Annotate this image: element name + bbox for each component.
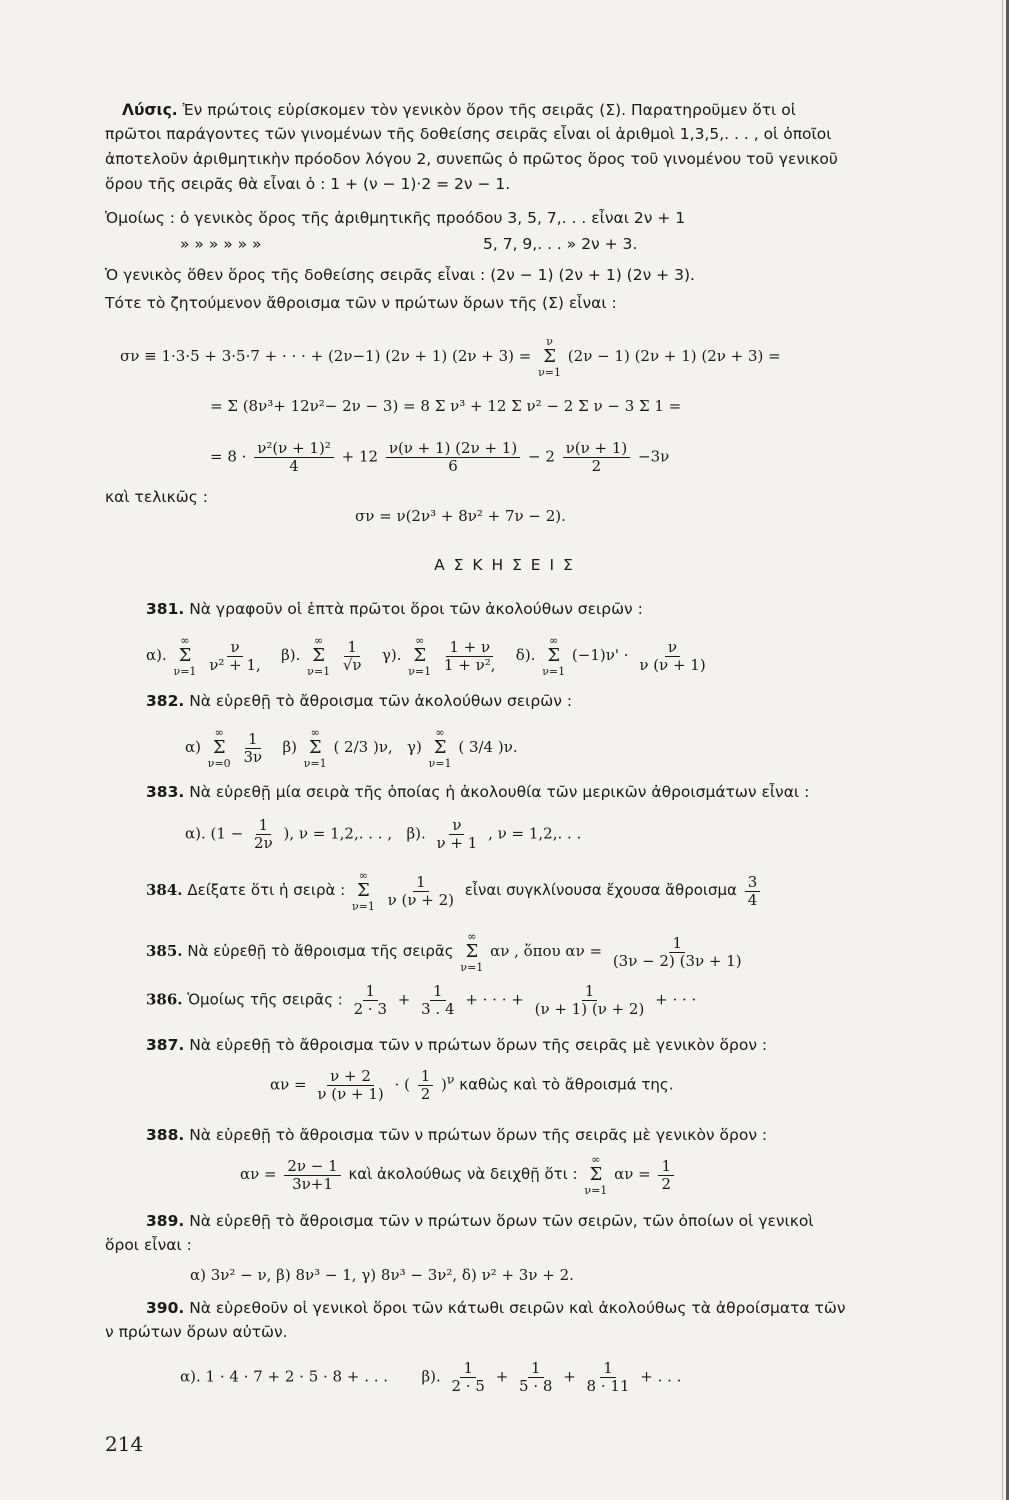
exercise-382: 382. Νὰ εὑρεθῇ τὸ ἄθροισμα τῶν ἀκολούθων σειρῶν : <box>146 692 573 710</box>
exercise-387: 387. Νὰ εὑρεθῇ τὸ ἄθροισμα τῶν ν πρώτων ὅρων τῆς σειρᾶς μὲ γενικὸν ὅρον : <box>146 1036 768 1054</box>
equation-2: = Σ (8ν³+ 12ν²− 2ν − 3) = 8 Σ ν³ + 12 Σ ν² − 2 Σ ν − 3 Σ 1 = <box>210 397 682 415</box>
exercise-381: 381. Νὰ γραφοῦν οἱ ἑπτὰ πρῶτοι ὅροι τῶν ἀκολούθων σειρῶν : <box>146 600 643 618</box>
solution-label: Λύσις. <box>122 101 178 119</box>
page-number: 214 <box>105 1432 144 1456</box>
exercise-389-line-2: ὅροι εἶναι : <box>105 1236 192 1254</box>
exercise-383: 383. Νὰ εὑρεθῇ μία σειρὰ τῆς ὁποίας ἡ ἀκολουθία τῶν μερικῶν ἀθροισμάτων εἶναι : <box>146 783 810 801</box>
solution-line-6: 5, 7, 9,. . . » 2ν + 3. <box>483 235 638 253</box>
exercise-381-items: α). ∞ Σ ν=1 $\frac{\nu}{\text{ν² + 1,}}$ β). ∞ Σ ν=1 $\frac{1}{√\nu}$ γ). ∞ Σ ν=1 $\frac{1 + \nu}{\text{1 + ν²,}}$ δ). ∞ Σ ν=1 (−1)ν' · $\frac{\nu}{\nu (\nu + 1)}$ <box>146 634 706 678</box>
exercise-390-items: α). 1 · 4 · 7 + 2 · 5 · 8 + . . . β). $\frac{1}{2 \cdot 5}$ + $\frac{1}{5 \cdot 8}$ + $\frac{1}{8 \cdot 11}$ + . . . <box>180 1359 682 1395</box>
equation-4: σν = ν(2ν³ + 8ν² + 7ν − 2). <box>355 507 566 525</box>
ditto-marks: » » » » » » <box>180 235 262 253</box>
exercise-390: 390. Νὰ εὑρεθοῦν οἱ γενικοὶ ὅροι τῶν κάτωθι σειρῶν καὶ ἀκολούθως τὰ ἀθροίσματα τῶν <box>146 1299 846 1317</box>
solution-line-8: Τότε τὸ ζητούμενον ἄθροισμα τῶν ν πρώτων ὅρων τῆς (Σ) εἶναι : <box>105 294 617 312</box>
exercise-388-formula: αν = $\frac{2\nu - 1}{3\nu+1}$ καὶ ἀκολούθως νὰ δειχθῇ ὅτι : ∞ Σ ν=1 αν = $\frac{1}{2}$ <box>240 1153 677 1197</box>
solution-line-2: πρῶτοι παράγοντες τῶν γινομένων τῆς δοθείσης σειρᾶς εἶναι οἱ ἀριθμοὶ 1,3,5,. . . , οἱ ὁποῖοι <box>105 125 832 143</box>
exercise-388: 388. Νὰ εὑρεθῇ τὸ ἄθροισμα τῶν ν πρώτων ὅρων τῆς σειρᾶς μὲ γενικὸν ὅρον : <box>146 1126 768 1144</box>
exercise-386: 386. Ὁμοίως τῆς σειρᾶς : $\frac{1}{2 \cdot 3}$ + $\frac{1}{3 . 4}$ + · · · + $\frac{1}{(\nu + 1) (\nu + 2)}$ + · · · <box>146 982 697 1018</box>
solution-line-3: ἀποτελοῦν ἀριθμητικὴν πρόοδον λόγου 2, συνεπῶς ὁ πρῶτος ὅρος τοῦ γινομένου τοῦ γενικοῦ <box>105 150 838 168</box>
exercise-385: 385. Νὰ εὑρεθῇ τὸ ἄθροισμα τῆς σειρᾶς ∞ Σ ν=1 αν , ὅπου αν = $\frac{1}{(3\nu - 2) (3\nu + 1)}$ <box>146 930 742 974</box>
sigma-operator: ν Σ ν=1 <box>538 335 562 379</box>
solution-line-5: Ὁμοίως : ὁ γενικὸς ὅρος τῆς ἀριθμητικῆς προόδου 3, 5, 7,. . . εἶναι 2ν + 1 <box>105 209 686 227</box>
equation-1-rhs: (2ν − 1) (2ν + 1) (2ν + 3) = <box>567 347 781 365</box>
solution-line-4: ὅρου τῆς σειρᾶς θὰ εἶναι ὁ : 1 + (ν − 1)·2 = 2ν − 1. <box>105 175 511 193</box>
exercise-383-items: α). (1 − $\frac{1}{2\nu}$ ), ν = 1,2,. . . , β). $\frac{\nu}{\nu + 1}$ , ν = 1,2,. . . <box>185 816 582 852</box>
solution-line-1 <box>122 101 796 120</box>
exercise-389-items: α) 3ν² − ν, β) 8ν³ − 1, γ) 8ν³ − 3ν², δ) ν² + 3ν + 2. <box>190 1266 574 1284</box>
exercise-390-line-2: ν πρώτων ὅρων αὐτῶν. <box>105 1323 288 1341</box>
equation-1-lhs: σν ≡ 1·3·5 + 3·5·7 + · · · + (2ν−1) (2ν + 1) (2ν + 3) = <box>120 347 532 365</box>
exercise-387-formula: αν = $\frac{\nu + 2}{\nu (\nu + 1)}$ · ( $\frac{1}{2}$ )$^\nu$ καθὼς καὶ τὸ ἄθροισμά της. <box>270 1067 674 1103</box>
exercise-389: 389. Νὰ εὑρεθῇ τὸ ἄθροισμα τῶν ν πρώτων ὅρων τῶν σειρῶν, τῶν ὁποίων οἱ γενικοὶ <box>146 1212 814 1230</box>
solution-text-1: Ἐν πρώτοις εὑρίσκομεν τὸν γενικὸν ὅρον τῆς σειρᾶς (Σ). Παρατηροῦμεν ὅτι οἱ <box>182 101 796 119</box>
equation-3: = 8 · $\frac{\text{ν²(ν + 1)²}}{4}$ + 12 $\frac{\nu(\nu + 1) (2\nu + 1)}{6}$ − 2 $\frac{\nu(\nu + 1)}{2}$ −3ν <box>210 439 670 475</box>
exercise-384: 384. Δείξατε ὅτι ἡ σειρὰ : ∞ Σ ν=1 $\frac{1}{\nu (\nu + 2)}$ εἶναι συγκλίνουσα ἔχουσα ἄθροισμα $\frac{3}{4}$ <box>146 869 763 913</box>
equation-1 <box>120 335 781 379</box>
exercises-heading: Α Σ Κ Η Σ Ε Ι Σ <box>434 556 575 574</box>
solution-line-7: Ὁ γενικὸς ὅθεν ὅρος τῆς δοθείσης σειρᾶς εἶναι : (2ν − 1) (2ν + 1) (2ν + 3). <box>105 266 695 284</box>
exercise-382-items: α) ∞ Σ ν=0 $\frac{1}{3\nu}$ β) ∞ Σ ν=1 ( 2/3 )ν, γ) ∞ Σ ν=1 ( 3/4 )ν. <box>185 726 518 770</box>
page-edge-line <box>1002 0 1003 1500</box>
finally-label: καὶ τελικῶς : <box>105 488 209 506</box>
